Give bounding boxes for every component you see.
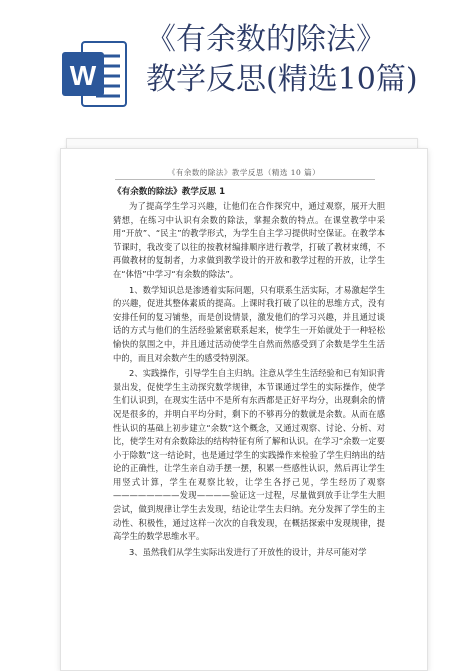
running-head: 《有余数的除法》教学反思（精选 10 篇） [167,168,321,177]
paragraph: 1、数学知识总是渗透着实际问题，只有联系生活实际，才易激起学生的兴趣，促进其整体素质的提高。上课时我打破了以往的思维方式，没有安排任何的复习铺垫，而是创设情景，激发他们的学习兴趣，并且通过谈话的方式与他们的生活经验紧密联系起来，使学生一开始就处于一种轻松愉快的氛围之中，并且通过活动使学生自然而然感受到了余数是学生生活中的，而且对余数产生的感受特别深。 [113,284,385,363]
paragraph: 2、实践操作，引导学生自主归纳。注意从学生生活经验和已有知识背景出发，促使学生主动探究数学规律，本节课通过学生的实际操作，使学生们认识到，在现实生活中不是所有东西都是正好平均分，出现剩余的情况是很多的，并明白平均分时，剩下的不够再分的数就是余数。从而在感性认识的基础上初步建立“余数”这个概念，又通过观察、讨论、分析、对比，使学生对有余数除法的结构特征有所了解和认识。在学习“余数一定要小于除数”这一结论时，也是通过学生的实践操作来检验了学生归纳出的结论的正确性，让学生亲自动手摆一摆，积累一些感性认识，然后再让学生用竖式计算，学生在观察比较，让学生各抒己见，学生经历了观察————————发现————验证这一过程，尽量做到放手让学生大胆尝试，做到规律让学生去发现，结论让学生去归纳。充分发挥了学生的主动性、积极性，通过这样一次次的自我发现，在概括探索中发现规律，提高学生的数学思维水平。 [113,368,385,542]
running-head-divider [115,179,375,180]
paragraph: 为了提高学生学习兴趣，让他们在合作探究中，通过观察，展开大胆猜想，在练习中认识有余数的除法，掌握余数的特点。在课堂教学中采用“开放”、“民主”的教学形式，为学生自主学习提供时空保证。在教学本节课时，我改变了以往的按教材编排顺序进行教学，打破了教材束缚，不再做教材的复制者，力求做到教学设计的开放和教学过程的开放，让学生在“体悟”中学习“有余数的除法”。 [113,201,385,279]
paragraph: 3、虽然我们从学生实际出发进行了开放性的设计，并尽可能对学 [129,546,367,557]
document-body [113,185,385,561]
word-icon-letter: W [69,60,97,91]
page-header [0,0,474,118]
word-document-icon [60,38,130,110]
page-title-line-2: 教学反思(精选10篇) [146,62,418,97]
document-page [60,148,428,671]
section-title: 《有余数的除法》教学反思 1 [113,187,226,197]
page-title-line-1: 《有余数的除法》 [146,22,386,57]
